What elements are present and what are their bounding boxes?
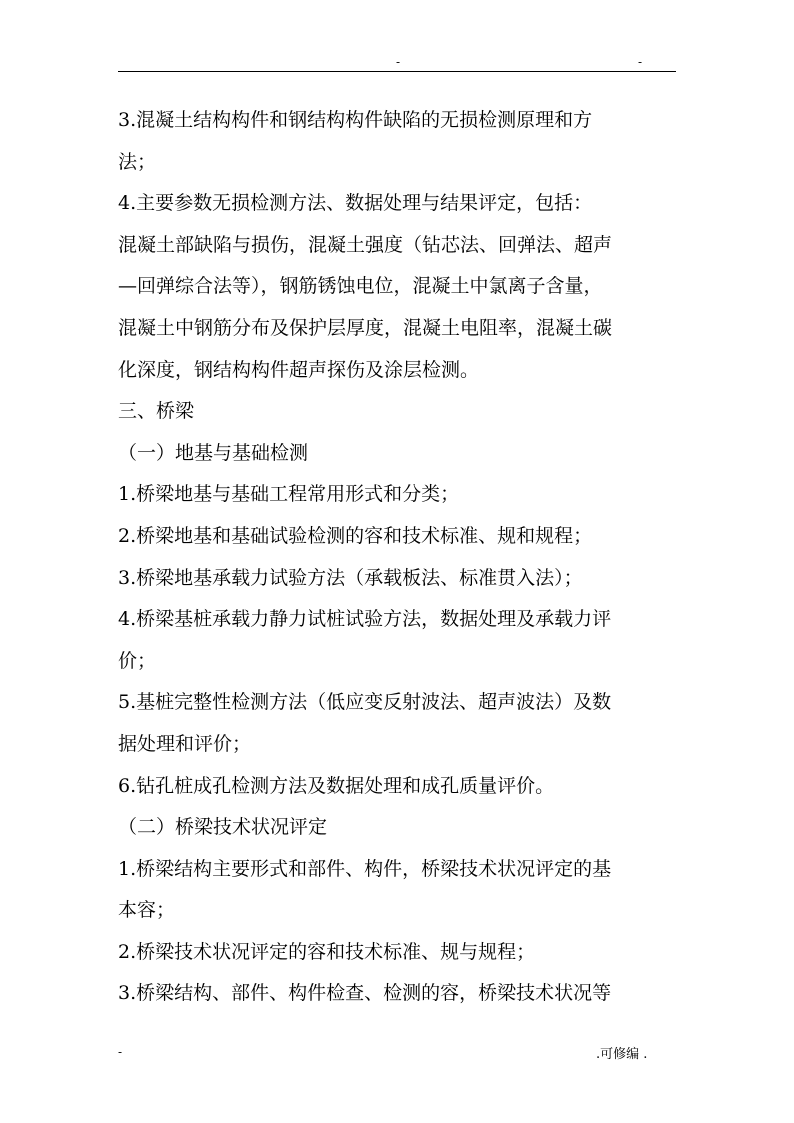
text-line: 价； bbox=[118, 649, 157, 672]
text-line: 5.基桩完整性检测方法（低应变反射波法、超声波法）及数 bbox=[118, 691, 612, 714]
text-line: 6.钻孔桩成孔检测方法及数据处理和成孔质量评价。 bbox=[118, 774, 555, 797]
text-line: 2.桥梁技术状况评定的容和技术标准、规与规程； bbox=[118, 940, 536, 963]
header-rule bbox=[118, 71, 676, 72]
subsection-heading: （一）地基与基础检测 bbox=[118, 441, 309, 464]
text-line: 3.桥梁地基承载力试验方法（承载板法、标准贯入法）； bbox=[118, 566, 583, 589]
text-line: 3.混凝土结构构件和钢结构构件缺陷的无损检测原理和方 bbox=[118, 109, 593, 131]
text-line: 混凝土中钢筋分布及保护层厚度，混凝土电阻率，混凝土碳 bbox=[118, 316, 613, 339]
text-line: 3.桥梁结构、部件、构件检查、检测的容，桥梁技术状况等 bbox=[118, 982, 612, 1005]
header-mark-left: - bbox=[396, 55, 401, 69]
footer-mark-left: - bbox=[118, 1045, 123, 1059]
text-line: 据处理和评价； bbox=[118, 732, 252, 755]
section-heading: 三、桥梁 bbox=[118, 400, 195, 423]
text-line: 4.主要参数无损检测方法、数据处理与结果评定，包括： bbox=[118, 192, 593, 215]
footer-editable-note: .可修编 . bbox=[596, 1047, 648, 1062]
document-body bbox=[118, 100, 678, 1015]
text-line: —回弹综合法等），钢筋锈蚀电位，混凝土中氯离子含量， bbox=[118, 275, 603, 298]
text-line: 化深度，钢结构构件超声探伤及涂层检测。 bbox=[118, 358, 480, 381]
text-line: 1.桥梁结构主要形式和部件、构件，桥梁技术状况评定的基 bbox=[118, 857, 612, 880]
text-line: 4.桥梁基桩承载力静力试桩试验方法，数据处理及承载力评 bbox=[118, 608, 612, 631]
text-line: 混凝土部缺陷与损伤，混凝土强度（钻芯法、回弹法、超声 bbox=[118, 233, 613, 256]
text-line: 2.桥梁地基和基础试验检测的容和技术标准、规和规程； bbox=[118, 524, 593, 547]
header-mark-right: - bbox=[638, 55, 643, 69]
subsection-heading: （二）桥梁技术状况评定 bbox=[118, 816, 328, 839]
text-line: 本容； bbox=[118, 899, 176, 922]
text-line: 法； bbox=[118, 150, 157, 173]
text-line: 1.桥梁地基与基础工程常用形式和分类； bbox=[118, 483, 460, 506]
